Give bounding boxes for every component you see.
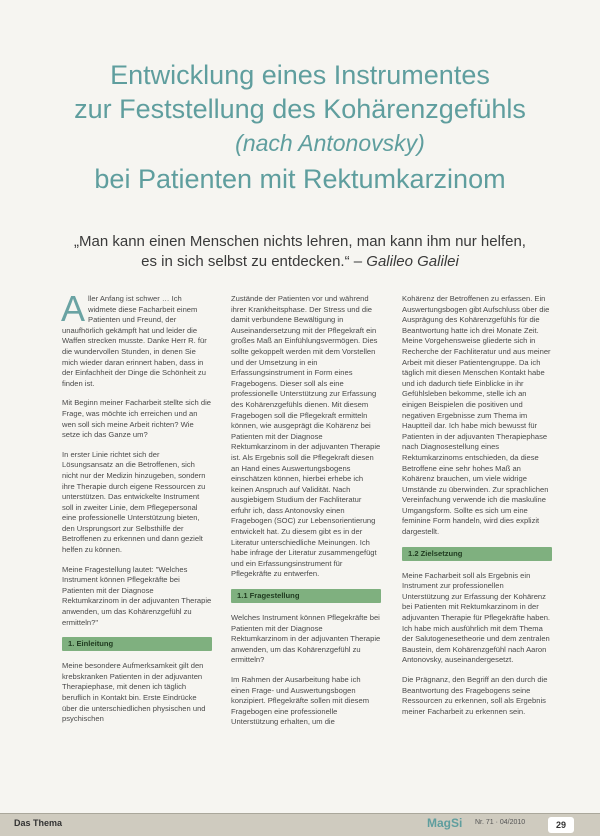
article-column-1 xyxy=(61,288,212,734)
quote-author: Galileo Galilei xyxy=(366,253,459,270)
paragraph: Die Prägnanz, den Begriff an den durch die Beantwortung des Fragebogens seine Ressourcen zu erkennen, soll als Ergebnis meiner Facharbeit zu erkennen sein. xyxy=(402,675,548,716)
paragraph: Welches Instrument können Pflegekräfte bei Patienten mit der Diagnose Rektumkarzinom in der adjuvanten Therapie anwenden, um das Kohärenzgefühl zu ermitteln? xyxy=(231,613,381,665)
magazine-logo: MagSi xyxy=(427,816,463,830)
quote-line-1: „Man kann einen Menschen nichts lehren, man kann ihm nur helfen, xyxy=(74,233,526,250)
paragraph-text: ller Anfang ist schwer … Ich widmete diese Facharbeit einem Patienten und Freund, der unaufhörlich gekämpft hat und leider die Waffen strecken musste. Danke Herr R. für die wundervollen Stunden, in denen Sie mich wieder daran erinnert haben, dass in der Einfachheit der Dinge die Schönheit zu finden ist. xyxy=(62,294,207,388)
paragraph: In erster Linie richtet sich der Lösungsansatz an die Betroffenen, sich nicht nur der Medizin hinzugeben, sondern ihre Therapie durch eigene Ressourcen zu unterstützen. Das entwickelte Instrument soll in zweiter Linie, dem Pflegepersonal eine professionelle Unterstützung bieten, den Ursprungsort zur Selbsthilfe der Betroffenen zu erkennen und dann gezielt helfen zu können. xyxy=(62,449,206,555)
paragraph xyxy=(61,288,212,389)
page-number: 29 xyxy=(548,817,574,833)
paragraph: Im Rahmen der Ausarbeitung habe ich einen Frage- und Auswertungsbogen konzipiert. Pflegekräfte sollen mit diesem Fragebogen eine professionelle Unterstützung erhalten, um die xyxy=(231,675,370,727)
quote-line-2-text: es in sich selbst zu entdecken.“ – xyxy=(141,253,367,270)
section-heading-zielsetzung: 1.2 Zielsetzung xyxy=(402,547,552,561)
paragraph: Kohärenz der Betroffenen zu erfassen. Ein Auswertungsbogen gibt Aufschluss über die Ausprägung des Kohärenzgefühls für die Beantwortung hatte ich drei Monate Zeit. Meine Vorgehensweise gliederte sich in Recherche der Fachliteratur und aus meiner Arbeit mit dieser Patientengruppe. Da ich täglich mit diesen Menschen Kontakt habe und ich dadurch tiefe Einblicke in ihr Gefühlsleben bekomme, stelle ich an einigen Beispielen die positiven und negativen Ergebnisse zum Thema im Hauptteil dar. Ich habe mich bewusst für Patienten in der adjuvanten Therapiephase nach Diagnosestellung eines Rektumkarzinoms entschieden, da diese Betroffene eine sehr hohes Maß an Kohärenz brauchen, um viele widrige Umstände zu überwinden. Zur sprachlichen Vereinfachung verwende ich die maskuline Umgangsform. Sollte es sich um eine feminine Form handeln, wird dies explizit dargestellt. xyxy=(402,294,551,537)
article-column-3 xyxy=(402,294,552,726)
paragraph: Zustände der Patienten vor und während ihrer Krankheitsphase. Der Stress und die damit verbundene Bewältigung in Auseinandersetzung mit der Pflegekraft ein großes Maß an Einfühlungsvermögen. Dies sollte gekoppelt werden mit dem Vorstellen und der Umsetzung in ein Erfassungsinstrument in Form eines Fragebogens. Dieser soll als eine professionelle Unterstützung zur Erfassung des Kohärenzgefühls dienen. Mit diesem Fragebogen soll die Pflegekraft ermitteln können, wie ausgeprägt die Kohärenz bei Patienten mit der Diagnose Rektumkarzinom in der adjuvanten Therapie ist. Als Ergebnis soll die Pflegekraft diesen an Hand eines Auswertungsbogens einschätzen können, hierbei erhebe ich keinen Anspruch auf Validität. Nach ausgiebigem Studium der Fachliteratur erfuhr ich, dass Antonovsky einen Fragebogen (SOC) zur Lebensorientierung entwickelt hat. Zu diesem gibt es in der Literatur unterschiedliche Meinungen. Ich habe infrage der Literatur zusammengefügt und ein Erfassungsinstrument für Pflegekräfte zu entwerfen. xyxy=(231,294,381,579)
paragraph: Meine Fragestellung lautet: "Welches Instrument können Pflegekräfte bei Patienten mit der Diagnose Rektumkarzinom in der adjuvanten Therapie anwenden, um das Kohärenzgefühl zu ermitteln?" xyxy=(62,564,212,627)
drop-cap: A xyxy=(61,288,86,329)
article-column-2 xyxy=(231,294,381,737)
issue-number: Nr. 71 · 04/2010 xyxy=(475,819,526,826)
headline-subtitle: (nach Antonovsky) xyxy=(235,130,425,156)
page-footer xyxy=(0,813,600,836)
paragraph: Meine besondere Aufmerksamkeit gilt den krebskranken Patienten in der adjuvanten Therapiephase, mit denen ich täglich beruflich in Kontakt bin. Erste Eindrücke über die unterschiedlichen physischen und psychischen xyxy=(62,661,206,724)
paragraph: Meine Facharbeit soll als Ergebnis ein Instrument zur professionellen Unterstützung zur Erfassung der Kohärenz bei Patienten mit Rektumkarzinom in der adjuvanten Therapie für Pflegekräfte haben. Ich habe mich ausführlich mit dem Thema der Salutogenesetheorie und dem zentralen Baustein, dem Kohärenzgefühl nach Aaron Antonovsky, auseinandergesetzt. xyxy=(402,570,551,665)
headline-line-1: Entwicklung eines Instrumentes xyxy=(110,60,490,90)
section-heading-fragestellung: 1.1 Fragestellung xyxy=(231,589,381,603)
headline-line-2: zur Feststellung des Kohärenzgefühls xyxy=(74,94,526,124)
paragraph: Mit Beginn meiner Facharbeit stellte sich die Frage, was möchte ich erreichen und an wen soll sich meine Arbeit richten? Wie setze ich das Ganze um? xyxy=(62,398,211,440)
intro-quote xyxy=(30,232,570,272)
section-heading-einleitung: 1. Einleitung xyxy=(62,637,212,651)
footer-section-label: Das Thema xyxy=(14,818,63,828)
headline-line-3: bei Patienten mit Rektumkarzinom xyxy=(94,164,506,194)
quote-line-2 xyxy=(30,252,570,272)
